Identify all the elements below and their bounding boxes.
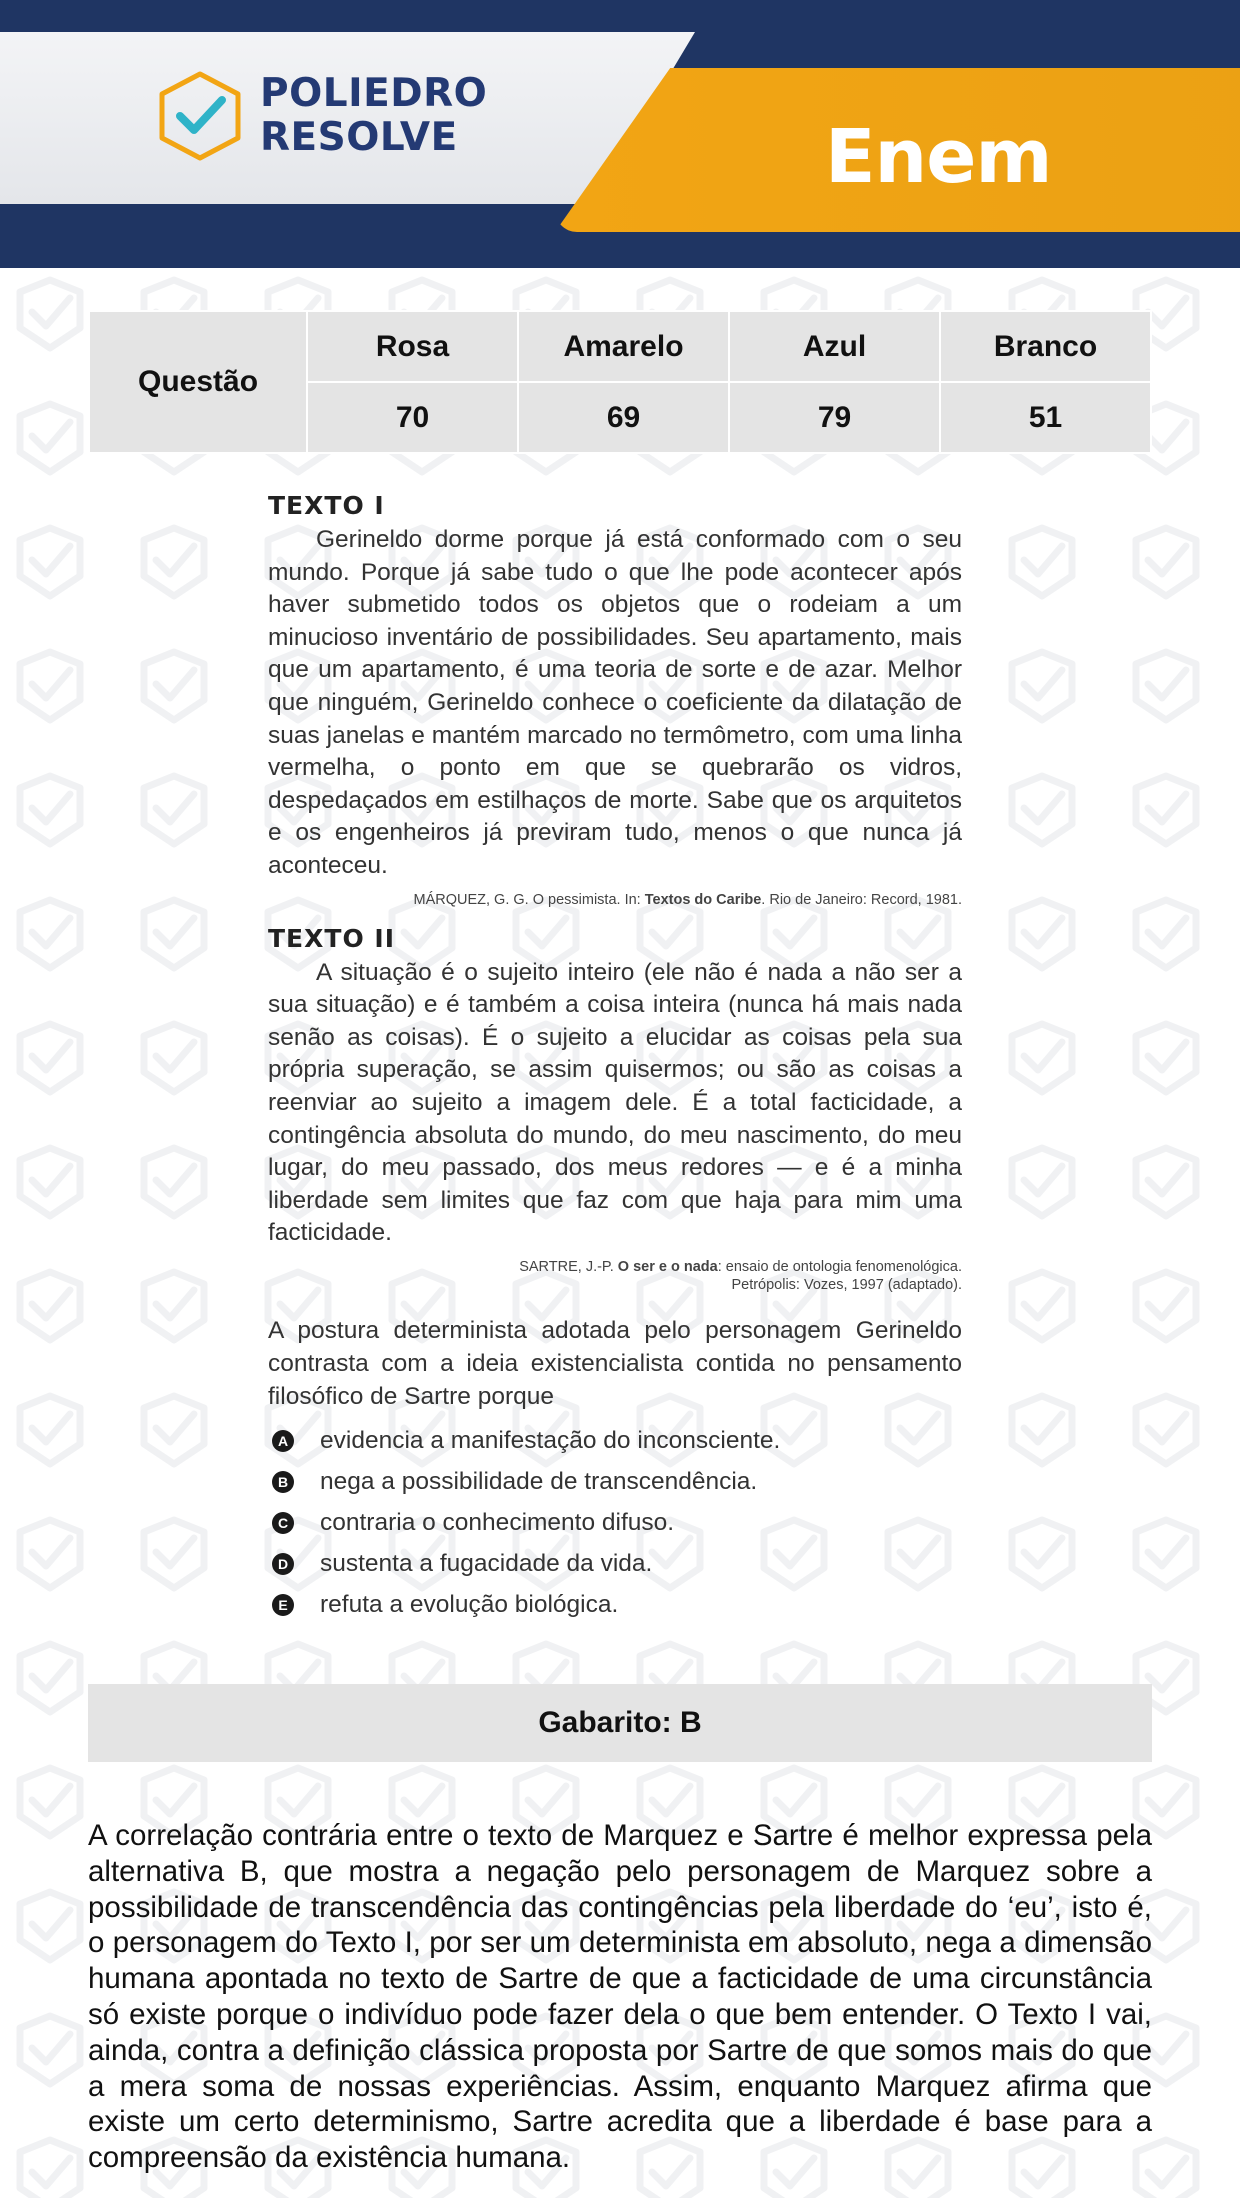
letter-e-icon: E [272,1594,294,1616]
letter-c-icon: C [272,1512,294,1534]
alternative-a-text: evidencia a manifestação do inconsciente. [320,1427,781,1455]
texto2-cite-book: O ser e o nada [617,1258,718,1275]
answer-key-bar [88,1684,1152,1762]
alternative-c [268,1503,962,1544]
texto2-cite-line2: Petrópolis: Vozes, 1997 (adaptado). [731,1276,962,1293]
letter-b-icon: B [272,1471,294,1493]
alternative-c-text: contraria o conhecimento difuso. [320,1509,675,1537]
color-header-branco: Branco [940,311,1151,382]
texto1-cite-book: Textos do Caribe [644,891,762,908]
brand-line-2: RESOLVE [260,115,458,160]
question-number-branco: 51 [940,382,1151,453]
texto1-cite-post: . Rio de Janeiro: Record, 1981. [761,891,962,908]
texto1-title: TEXTO I [268,491,385,520]
texto1-citation [268,891,962,909]
color-header-rosa: Rosa [307,311,518,382]
question-number-amarelo: 69 [518,382,729,453]
answer-key-text: Gabarito: B [538,1706,702,1739]
letter-d-icon: D [272,1553,294,1575]
texto1-cite-pre: MÁRQUEZ, G. G. O pessimista. In: [413,891,645,908]
question-number-azul: 79 [729,382,940,453]
checkmark-logo-icon [156,70,244,162]
color-header-azul: Azul [729,311,940,382]
alternatives-list [268,1421,962,1626]
alternative-d [268,1544,962,1585]
answer-explanation: A correlação contrária entre o texto de Marquez e Sartre é melhor expressa pela alternativa B, que mostra a negação pelo personagem de Marquez sobre a possibilidade de transcendência das contingências pela liberdade do ‘eu’, isto é, o personagem do Texto I, por ser um determinista em absoluto, nega a dimensão humana apontada no texto de Sartre de que a facticidade de uma circunstância só existe porque o indivíduo pode fazer dela o que bem entender. O Texto I vai, ainda, contra a definição clássica proposta por Sartre de que somos mais do que a mera soma de nossas experiências. Assim, enquanto Marquez afirma que existe um certo determinismo, Sartre acredita que a liberdade é base para a compreensão da existência humana. [88,1819,1152,2175]
question-content [268,490,962,1626]
texto2-cite-pre: SARTRE, J.-P. [519,1258,618,1275]
texto2-body: A situação é o sujeito inteiro (ele não é nada a não ser a sua situação) e é também a coisa inteira (nunca há mais nada senão as coisas). É o sujeito a elucidar as coisas pela sua própria superação, se assim quisermos; ou são as coisas a reenviar ao sujeito a imagem dele. É a total facticidade, a contingência absoluta do mundo, do meu nascimento, do meu lugar, do meu passado, dos meus redores — e é a minha liberdade sem limites que faz com que haja para mim uma facticidade. [268,958,962,1247]
question-stem: A postura determinista adotada pelo personagem Gerineldo contrasta com a ideia existencialista contida no pensamento filosófico de Sartre porque [268,1316,962,1410]
brand-line-1: POLIEDRO [260,71,488,116]
exam-title: Enem [825,114,1052,200]
texto1-body: Gerineldo dorme porque já está conformado com o seu mundo. Porque já sabe tudo o que lhe pode acontecer após haver submetido todos os objetos que o rodeiam a um minucioso inventário de possibilidades. Seu apartamento, mais que um apartamento, é uma teoria de sorte e de azar. Melhor que ninguém, Gerineldo conhece o coeficiente da dilatação de suas janelas e mantém marcado no termômetro, com uma linha vermelha, o ponto em que se quebrarão os vidros, despedaçados em estilhaços de morte. Sabe que os arquitetos e os engenheiros já previram tudo, menos o que nunca já aconteceu. [268,526,962,879]
alternative-b [268,1462,962,1503]
color-header-amarelo: Amarelo [518,311,729,382]
header-banner [0,0,1240,268]
texto2-citation [268,1258,962,1294]
alternative-a [268,1421,962,1462]
texto2-cite-post: : ensaio de ontologia fenomenológica. [717,1258,962,1275]
question-number-table [88,310,1152,454]
alternative-e [268,1585,962,1626]
question-label: Questão [89,311,307,453]
brand-logo-text [260,72,487,160]
texto2-title: TEXTO II [268,923,396,953]
question-number-rosa: 70 [307,382,518,453]
alternative-e-text: refuta a evolução biológica. [320,1591,619,1619]
letter-a-icon: A [272,1430,294,1452]
alternative-b-text: nega a possibilidade de transcendência. [320,1468,758,1496]
alternative-d-text: sustenta a fugacidade da vida. [320,1550,653,1578]
